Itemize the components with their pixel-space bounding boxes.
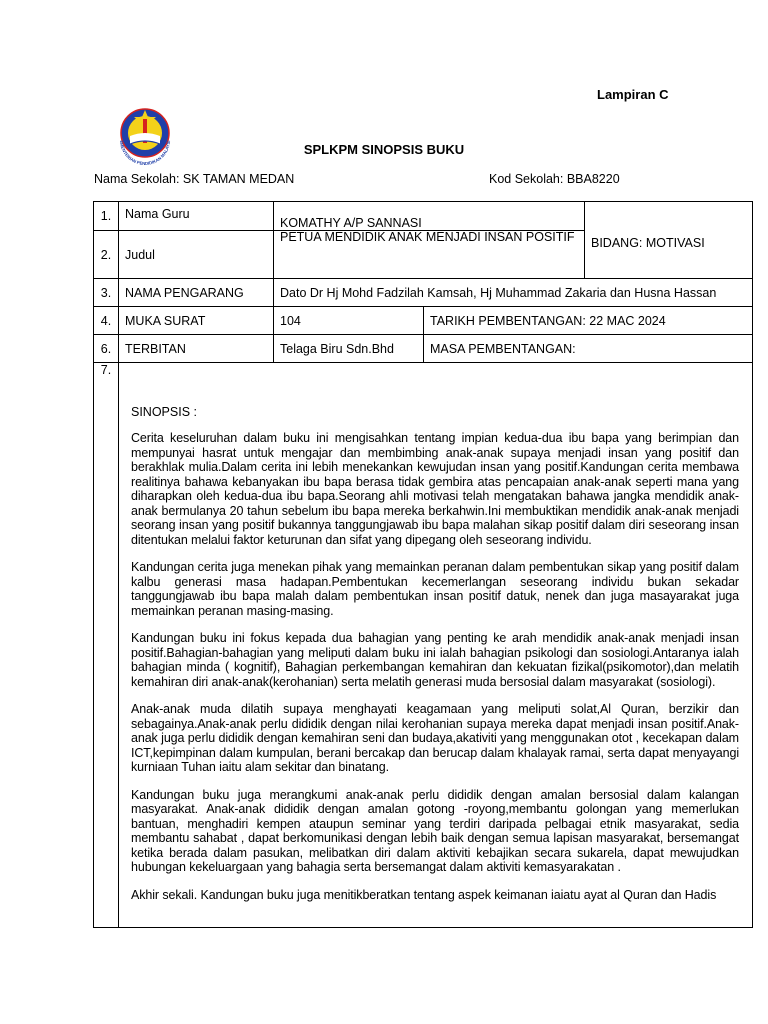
publisher-value: Telaga Biru Sdn.Bhd [274,335,424,363]
school-name: Nama Sekolah: SK TAMAN MEDAN [94,172,295,186]
sinopsis-paragraph: Cerita keseluruhan dalam buku ini mengisahkan tentang impian kedua-dua ibu bapa yang berimpian dan mempunyai hasrat untuk mengajar dan membimbing anak-anak supaya menjadi insan yang positif dan berakhlak mulia.Dalam cerita ini lebih menekankan kewujudan insan yang positif.Kandungan cerita membawa realitinya bahawa kebanyakan ibu bapa berasa tidak gembira atas pencapaian anak-anak seperti mana yang diharapkan oleh kedua-dua ibu bapa.Seorang ahli motivasi telah mengatakan bahawa jangka mendidik anak-anak bermulanya 20 tahun sebelum ibu bapa mereka berkahwin.Ini membuktikan mendidik anak-anak menjadi seorang insan yang positif bukannya tanggungjawab ibu bapa malahan sikap positif dalam diri seseorang insan ditentukan melalui faktor keturunan dan sifat yang dipegang oleh seseorang individu. [131,431,739,547]
page-count-value: 104 [274,307,424,335]
document-title: SPLKPM SINOPSIS BUKU [303,142,465,157]
book-title-value: PETUA MENDIDIK ANAK MENJADI INSAN POSITIF [274,231,585,279]
field-label: Judul [119,231,274,279]
row-muka-surat [94,307,753,335]
field-label: MUKA SURAT [119,307,274,335]
field-label: NAMA PENGARANG [119,279,274,307]
sinopsis-paragraph: Kandungan buku ini fokus kepada dua bahagian yang penting ke arah mendidik anak-anak menjadi insan positif.Bahagian-bahagian yang meliputi dalam buku ini ialah bahagian psikologi dan sosiologi.Antaranya ialah bahagian minda ( kognitif), Bahagian perkembangan kemahiran dan kekuatan fizikal(psikomotor),dan melatih kemahiran diri anak-anak(kerohanian) serta melatih generasi muda bersosial dalam masyarakat (sosiologi). [131,631,739,689]
lampiran-label: Lampiran C [597,87,669,102]
field-label: TERBITAN [119,335,274,363]
teacher-name-value: KOMATHY A/P SANNASI [274,202,585,231]
bidang-value: BIDANG: MOTIVASI [585,202,753,279]
row-number: 2. [94,231,119,279]
sinopsis-heading: SINOPSIS : [131,405,197,419]
row-number: 4. [94,307,119,335]
sinopsis-paragraph: Kandungan cerita juga menekan pihak yang memainkan peranan dalam pembentukan sikap yang positif dalam kalbu generasi masa hadapan.Pembentukan kecemerlangan seseorang individu bukan sekadar tanggungjawab ibu bapa malah dalam pembentukan insan positif datuk, nenek dan juga masayarakat juga memainkan peranan masing-masing. [131,560,739,618]
logo-text: EMENTERIAN PENDIDIKAN MALAYSI [118,140,171,166]
row-sinopsis [94,363,753,928]
sinopsis-paragraph: Kandungan buku juga merangkumi anak-anak perlu dididik dengan amalan bersosial dalam kalangan masyarakat. Anak-anak dididik dengan amalan gotong -royong,membantu golongan yang memerlukan bantuan, menghadiri kempen ataupun seminar yang terdiri daripada pelbagai etnik masyarakat, sedia membantu sahabat , dapat berkomunikasi dengan lebih baik dengan semua lapisan masyarakat, bersemangat ketika berada dalam pasukan, melibatkan diri dalam aktiviti kebajikan secara sukarela, dapat mewujudkan hubungan kekeluargaan yang bahagia serta bersemangat dalam aktiviti kemasyarakatan . [131,787,739,874]
row-nama-guru [94,202,753,231]
row-number: 6. [94,335,119,363]
row-terbitan [94,335,753,363]
sinopsis-cell [119,363,753,928]
sinopsis-paragraph: Akhir sekali. Kandungan buku juga menitikberatkan tentang aspek keimanan iaiatu ayat al Quran dan Hadis [131,887,717,902]
book-info-table [93,201,753,928]
row-number: 3. [94,279,119,307]
row-number: 7. [94,363,119,928]
school-code: Kod Sekolah: BBA8220 [489,172,620,186]
author-value: Dato Dr Hj Mohd Fadzilah Kamsah, Hj Muhammad Zakaria dan Husna Hassan [274,279,753,307]
presentation-date-value: TARIKH PEMBENTANGAN: 22 MAC 2024 [424,307,753,335]
sinopsis-paragraph: Anak-anak muda dilatih supaya menghayati keagamaan yang meliputi solat,Al Quran, berzikir dan sebagainya.Anak-anak perlu dididik dengan nilai kerohanian supaya mereka dapat menjadi insan positif.Anak-anak juga perlu dididik dengan kemahiran seni dan budaya,akativiti yang menggunakan otot , kecekapan dalam ICT,kepimpinan dalam kumpulan, berani bercakap dan berucap dalam khalayak ramai, serta dapat menyayangi kurniaan Tuhan iaitu alam sekitar dan binatang. [131,702,739,774]
row-pengarang [94,279,753,307]
row-number: 1. [94,202,119,231]
field-label: Nama Guru [119,202,274,231]
presentation-time-value: MASA PEMBENTANGAN: [424,335,753,363]
